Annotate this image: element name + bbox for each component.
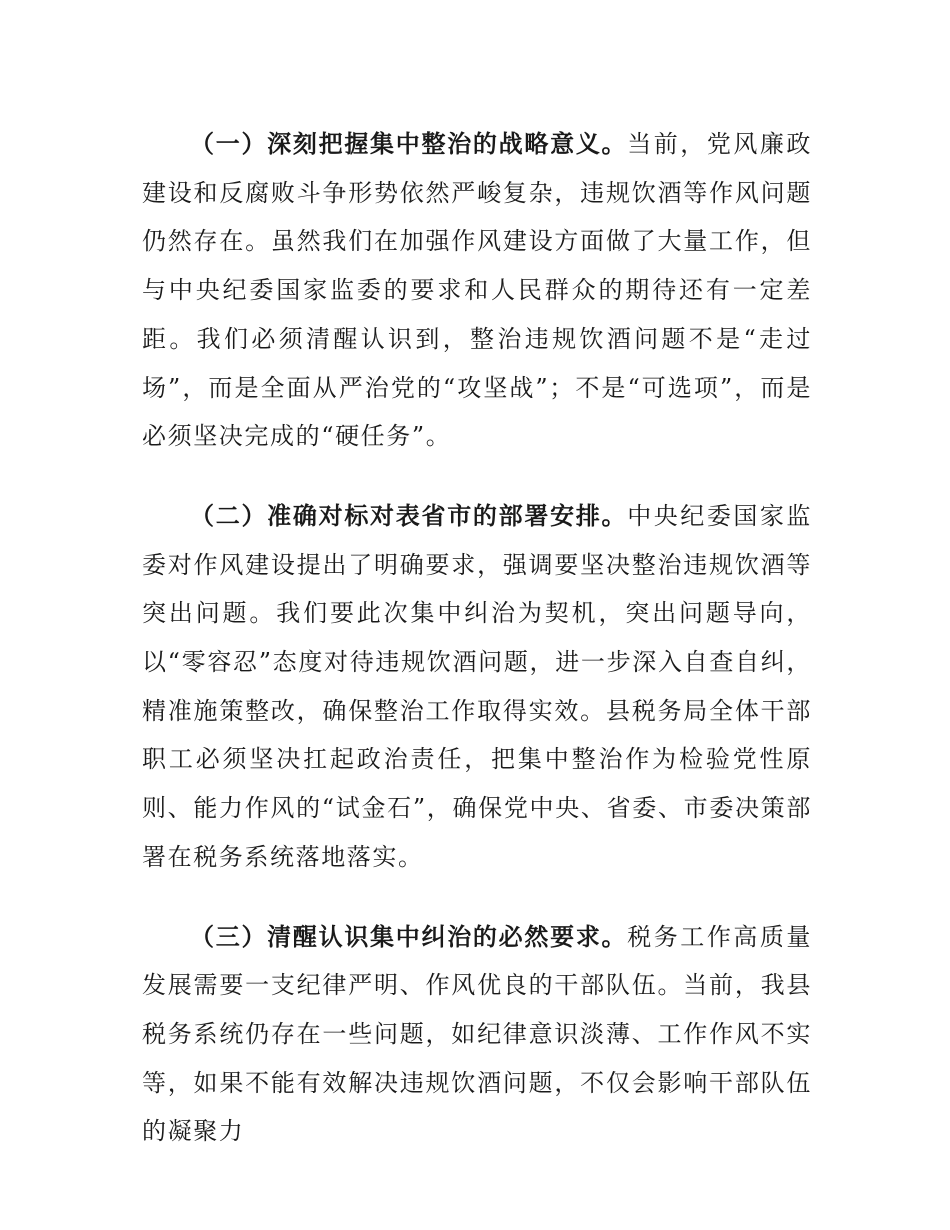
- section-body-2: 中央纪委国家监委对作风建设提出了明确要求，强调要坚决整治违规饮酒等突出问题。我们要此次集中纠治为契机，突出问题导向，以“零容忍”态度对待违规饮酒问题，进一步深入自查自纠，精准施策整改，确保整治工作取得实效。县税务局全体干部职工必须坚决扛起政治责任，把集中整治作为检验党性原则、能力作风的“试金石”，确保党中央、省委、市委决策部署在税务系统落地落实。: [142, 501, 812, 871]
- section-heading-1: （一）深刻把握集中整治的战略意义。: [190, 130, 628, 158]
- section-body-1: 当前，党风廉政建设和反腐败斗争形势依然严峻复杂，违规饮酒等作风问题仍然存在。虽然我们在加强作风建设方面做了大量工作，但与中央纪委国家监委的要求和人民群众的期待还有一定差距。我们必须清醒认识到，整治违规饮酒问题不是“走过场”，而是全面从严治党的“攻坚战”；不是“可选项”，而是必须坚决完成的“硬任务”。: [142, 130, 812, 451]
- document-body: [142, 120, 812, 1187]
- section-heading-2: （二）准确对标对表省市的部署安排。: [190, 501, 628, 530]
- section-body-3: 税务工作高质量发展需要一支纪律严明、作风优良的干部队伍。当前，我县税务系统仍存在一些问题，如纪律意识淡薄、工作作风不实等，如果不能有效解决违规饮酒问题，不仅会影响干部队伍的凝聚力: [142, 922, 812, 1146]
- section-heading-3: （三）清醒认识集中纠治的必然要求。: [190, 922, 628, 951]
- paragraph-section-2: [142, 492, 812, 882]
- paragraph-section-1: [142, 120, 812, 461]
- paragraph-section-3: [142, 913, 812, 1157]
